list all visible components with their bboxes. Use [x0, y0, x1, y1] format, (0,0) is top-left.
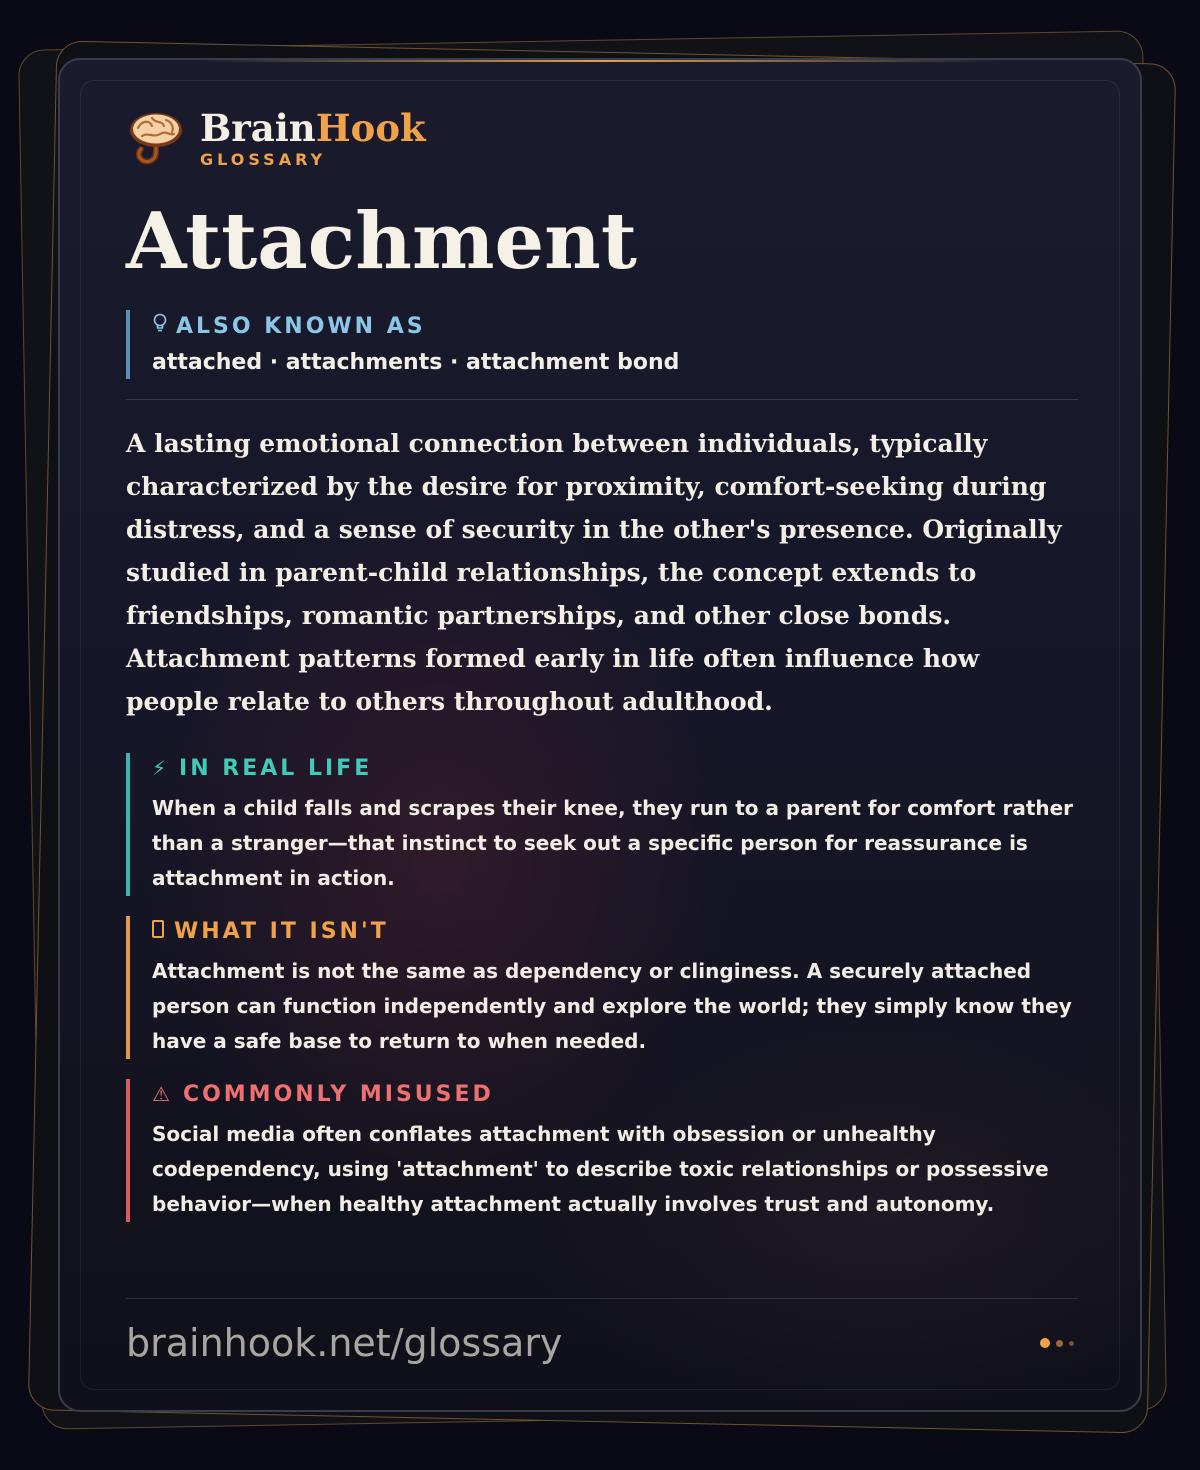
what-it-isnt-label: WHAT IT ISN'T [174, 918, 389, 944]
also-known-as-heading [152, 310, 1078, 342]
also-known-as-items: attached · attachments · attachment bond [152, 350, 680, 375]
pagination-dots [1034, 1338, 1074, 1348]
brand-name-brain: Brain [200, 105, 316, 150]
what-it-isnt-heading [152, 916, 1078, 946]
also-known-as-section [126, 310, 1078, 379]
commonly-misused-section [126, 1079, 1078, 1222]
also-known-as-label: ALSO KNOWN AS [176, 313, 426, 339]
brand-name [200, 105, 426, 150]
brand-header [126, 106, 1078, 170]
card-top-glow [200, 59, 1004, 62]
what-it-isnt-section [126, 916, 1078, 1059]
warning-icon: ⚠ [152, 1082, 173, 1106]
brand-name-hook: Hook [315, 105, 426, 150]
in-real-life-body: When a child falls and scrapes their knee, they run to a parent for comfort rather than a stranger—that instinct to seek out a specific person for reassurance is attachment in action. [152, 796, 1074, 890]
what-it-isnt-body: Attachment is not the same as dependency or clinginess. A securely attached person can function independently and explore the world; they simply know they have a safe base to return to when needed. [152, 959, 1072, 1053]
footer-url[interactable]: brainhook.net/glossary [126, 1321, 563, 1365]
commonly-misused-heading [152, 1079, 1078, 1109]
brain-hook-icon [126, 108, 186, 168]
commonly-misused-body: Social media often conflates attachment with obsession or unhealthy codependency, using 'attachment' to describe toxic relationships or possessive behavior—when healthy attachment actually involves trust and autonomy. [152, 1122, 1049, 1216]
card-content [126, 106, 1078, 1222]
missing-glyph-icon [152, 919, 164, 943]
dot-active [1040, 1338, 1050, 1348]
dot [1056, 1340, 1063, 1347]
in-real-life-section [126, 753, 1078, 896]
brand-subtitle: GLOSSARY [200, 149, 327, 169]
lightbulb-icon [152, 313, 168, 340]
term-title: Attachment [126, 196, 637, 287]
in-real-life-heading [152, 753, 1078, 783]
dot [1069, 1341, 1074, 1346]
definition-text: A lasting emotional connection between individuals, typically characterized by the desire for proximity, comfort-seeking during distress, and a sense of security in the other's presence. Originally studied in parent-child relationships, the concept extends to friendships, romantic partnerships, and other close bonds. Attachment patterns formed early in life often influence how people relate to others throughout adulthood. [126, 429, 1062, 716]
commonly-misused-label: COMMONLY MISUSED [182, 1081, 494, 1107]
lightning-icon: ⚡ [152, 756, 170, 780]
in-real-life-label: IN REAL LIFE [179, 755, 373, 781]
glossary-card [58, 58, 1142, 1412]
section-divider [126, 399, 1078, 400]
footer-divider [126, 1298, 1078, 1299]
